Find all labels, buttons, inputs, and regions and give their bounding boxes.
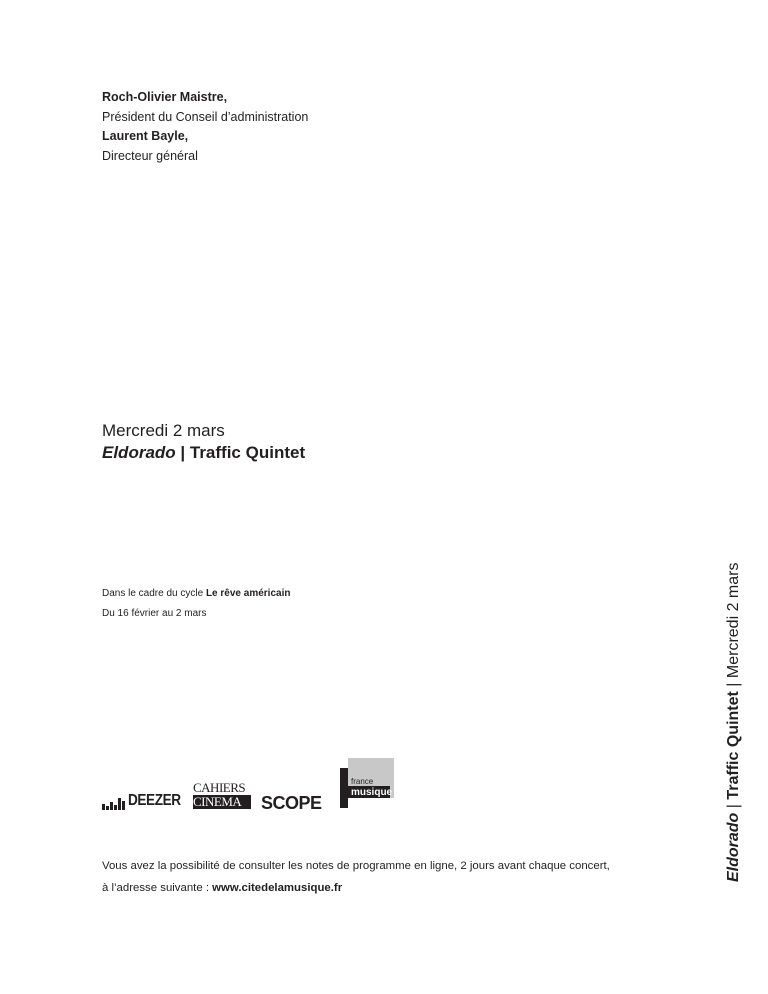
- footer-prefix: à l’adresse suivante :: [102, 882, 213, 894]
- credit-name-president: Roch-Olivier Maistre,: [102, 90, 228, 104]
- concert-work: Eldorado: [102, 443, 176, 462]
- cycle-dates: Du 16 février au 2 mars: [102, 608, 207, 619]
- concert-date: Mercredi 2 mars: [102, 421, 225, 440]
- spine-title: [724, 563, 744, 882]
- cycle-name: Le rêve américain: [205, 588, 291, 599]
- spine-work: Eldorado: [725, 812, 742, 882]
- concert-program: [102, 442, 305, 464]
- scope-logo: [261, 793, 327, 813]
- spine-date: Mercredi 2 mars: [725, 562, 742, 679]
- svg-text:musique: musique: [351, 787, 393, 798]
- cahiers-wordmark-bottom: CINEMA: [193, 795, 251, 809]
- footer-note: [102, 855, 610, 899]
- footer-line-2: [102, 877, 610, 899]
- france-musique-icon: [340, 758, 394, 808]
- credit-name-director: Laurent Bayle,: [102, 129, 189, 143]
- credit-role-director: Directeur général: [102, 148, 198, 163]
- website-link[interactable]: www.citedelamusique.fr: [212, 882, 343, 894]
- spine-separator-2: |: [725, 678, 742, 692]
- concert-separator: |: [175, 443, 190, 462]
- svg-text:france: france: [351, 777, 374, 786]
- credit-role-president: Président du Conseil d’administration: [102, 109, 309, 124]
- concert-ensemble: Traffic Quintet: [189, 443, 306, 462]
- france-musique-logo: [340, 758, 394, 808]
- cahiers-du-cinema-logo: [193, 781, 251, 811]
- deezer-logo: [102, 792, 184, 810]
- deezer-equalizer-icon: [102, 792, 128, 810]
- concert-title: [102, 420, 305, 464]
- credits-block: [102, 88, 308, 166]
- deezer-wordmark: DEEZER: [128, 792, 181, 809]
- footer-line-1: Vous avez la possibilité de consulter les notes de programme en ligne, 2 jours avant chaque concert,: [102, 860, 610, 872]
- cycle-info: [102, 584, 290, 624]
- spine-ensemble: Traffic Quintet: [725, 691, 742, 800]
- cahiers-wordmark-top: CAHIERS: [193, 780, 246, 795]
- cycle-prefix: Dans le cadre du cycle: [102, 588, 206, 599]
- spine-separator-1: |: [725, 799, 742, 813]
- cycle-line: [102, 584, 290, 604]
- scope-wordmark: SCOPE: [261, 793, 322, 813]
